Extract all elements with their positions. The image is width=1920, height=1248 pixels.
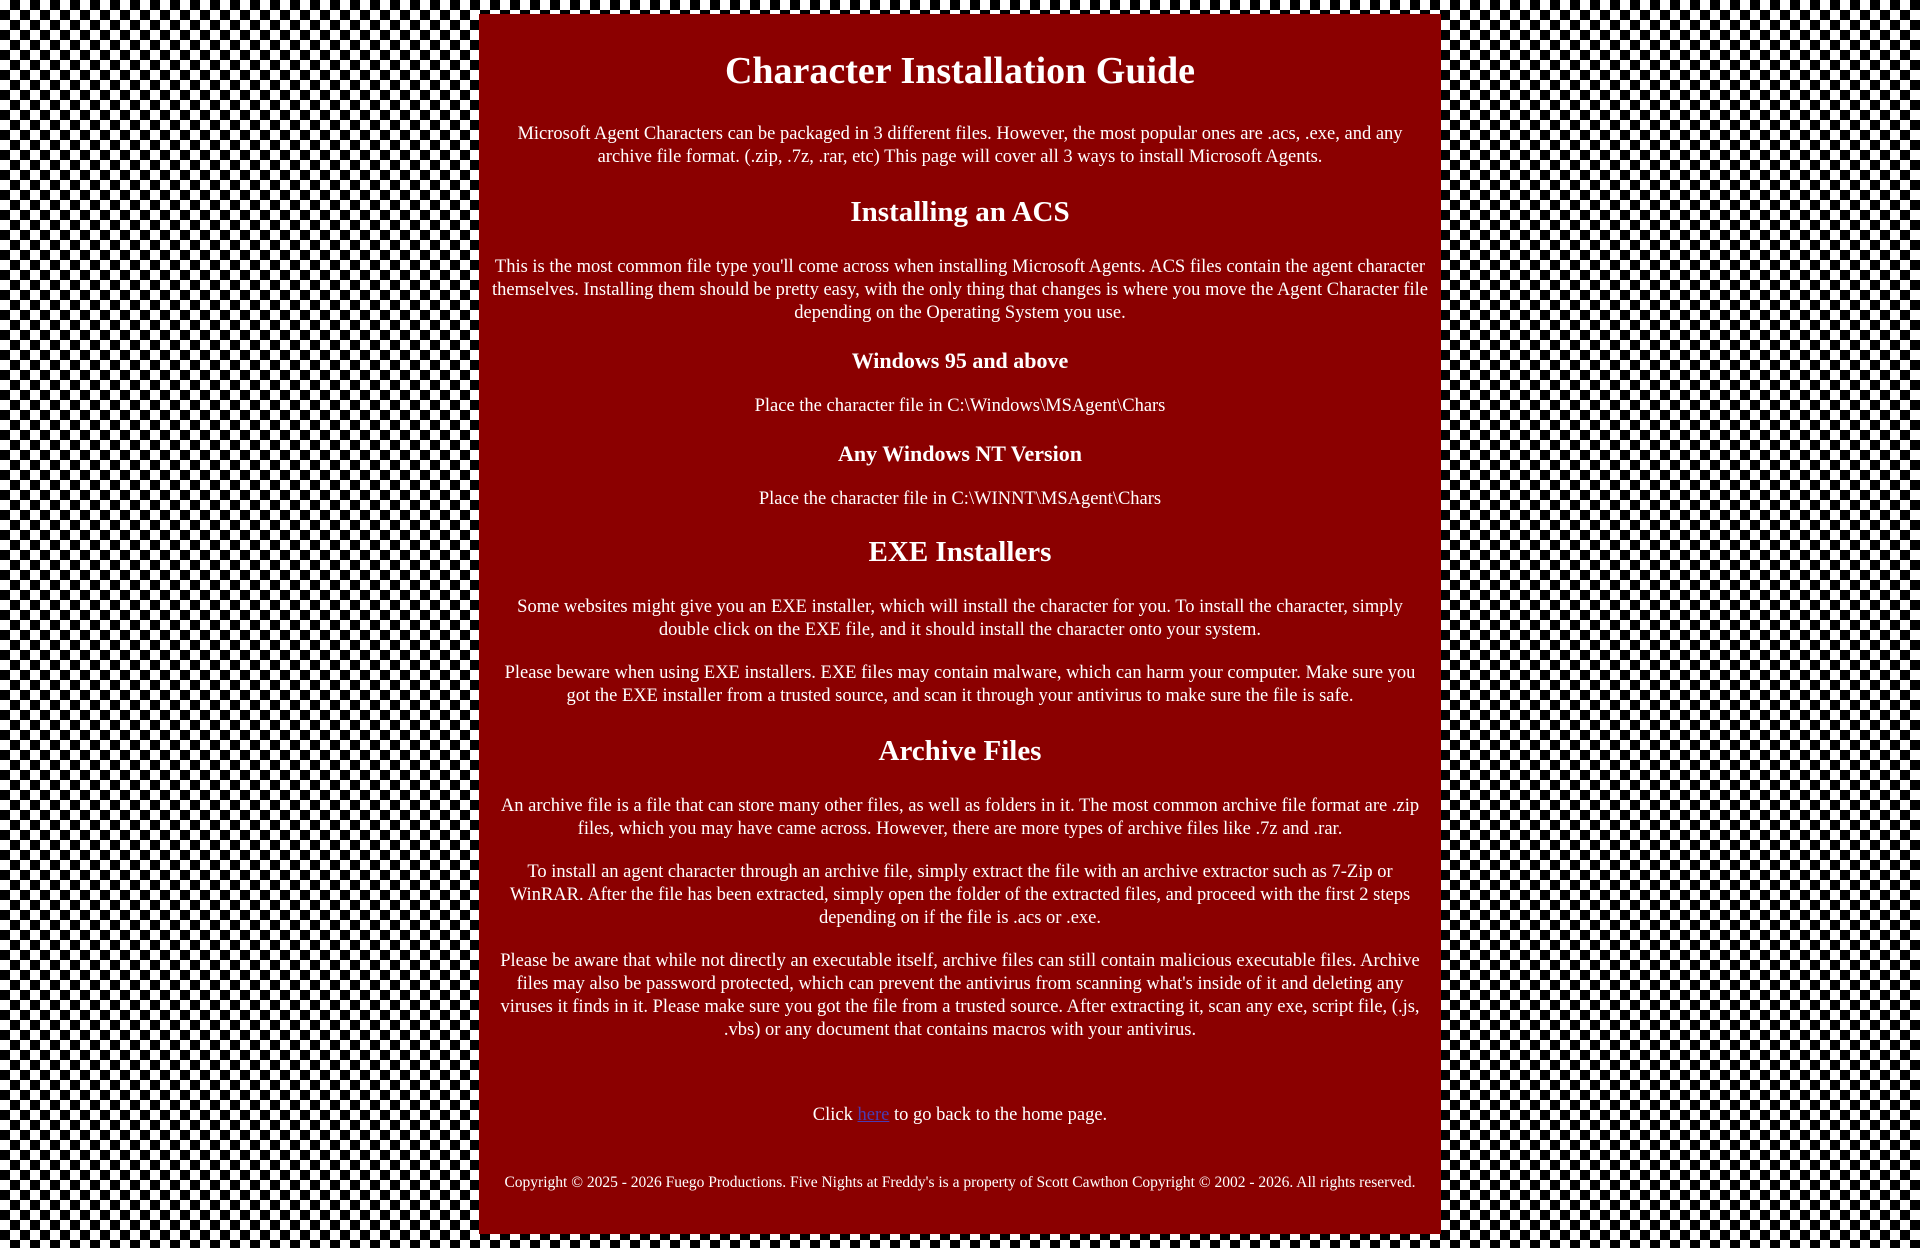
back-text-prefix: Click — [812, 1105, 858, 1126]
acs-text: This is the most common file type you'll come across when installing Microsoft Agents. ACS files contain the agent character themselves. Installing them should be pretty easy, with the only thing that changes is where you move the Agent Character file depending on the Operating System you use. — [492, 257, 1428, 324]
back-text-suffix: to go back to the home page. — [889, 1105, 1108, 1126]
exe-text-1: Some websites might give you an EXE installer, which will install the character for you. To install the character, simply double click on the EXE file, and it should install the character onto your system. — [517, 596, 1403, 640]
acs-heading: Installing an ACS — [850, 195, 1070, 228]
footer-copyright: Copyright © 2025 - 2026 Fuego Productions. Five Nights at Freddy's is a property of Scott Cawthon Copyright © 2002 - 2026. All rights reserved. — [504, 1174, 1416, 1192]
exe-heading: EXE Installers — [868, 535, 1052, 568]
win95-heading: Windows 95 and above — [851, 348, 1069, 374]
back-text — [491, 1104, 1429, 1127]
intro-text: Microsoft Agent Characters can be packaged in 3 different files. However, the most popular ones are .acs, .exe, and any archive file format. (.zip, .7z, .rar, etc) This page will cover all 3 ways to install Microsoft Agents. — [517, 123, 1403, 167]
archive-text-1: An archive file is a file that can store many other files, as well as folders in it. The most common archive file format are .zip files, which you may have came across. However, there are more types of archive files like .7z and .rar. — [500, 796, 1420, 840]
winnt-text: Place the character file in C:\WINNT\MSAgent\Chars — [758, 488, 1162, 509]
archive-heading: Archive Files — [878, 734, 1042, 767]
home-link[interactable]: here — [857, 1105, 890, 1126]
page-title: Character Installation Guide — [724, 50, 1196, 92]
win95-text: Place the character file in C:\Windows\MSAgent\Chars — [754, 396, 1166, 417]
winnt-heading: Any Windows NT Version — [838, 441, 1082, 467]
archive-text-2: To install an agent character through an archive file, simply extract the file with an archive extractor such as 7-Zip or WinRAR. After the file has been extracted, simply open the folder of the extracted files, and proceed with the first 2 steps depending on if the file is .acs or .exe. — [509, 862, 1411, 929]
exe-text-2: Please beware when using EXE installers. EXE files may contain malware, which can harm your computer. Make sure you got the EXE installer from a trusted source, and scan it through your antivirus to make sure the file is safe. — [504, 662, 1416, 706]
archive-text-3: Please be aware that while not directly an executable itself, archive files can still contain malicious executable files. Archive files may also be password protected, which can prevent the antivirus from scanning what's inside of it and deleting any viruses it finds in it. Please make sure you got the file from a trusted source. After extracting it, scan any exe, script file, (.js, .vbs) or any document that contains macros with your antivirus. — [500, 951, 1420, 1041]
content-panel — [479, 14, 1441, 1234]
